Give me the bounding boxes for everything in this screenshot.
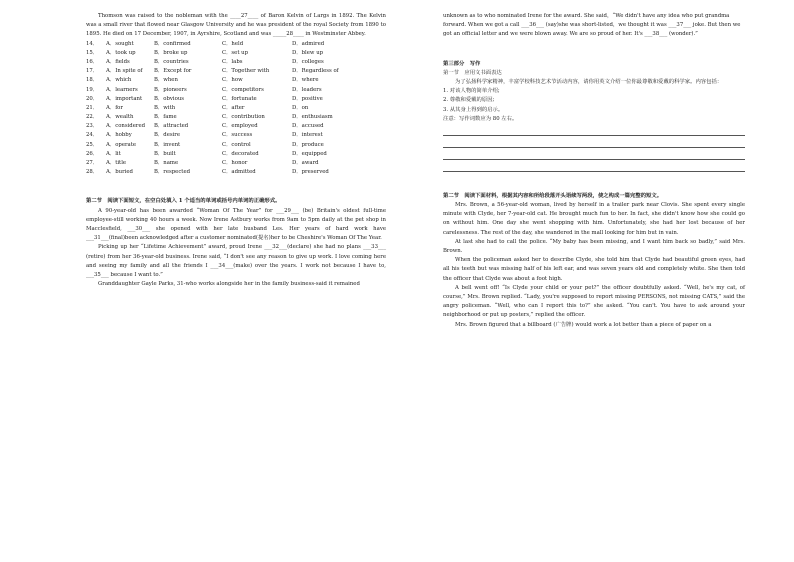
option-c[interactable]: C．employed: [222, 123, 258, 130]
question-number: 24．: [86, 132, 99, 139]
option-a[interactable]: A．considered: [106, 123, 146, 130]
question-number: 20．: [86, 95, 99, 102]
option-a[interactable]: A．important: [106, 95, 143, 102]
option-b[interactable]: B．pioneers: [154, 86, 187, 93]
question-number: 21．: [86, 104, 99, 111]
option-row: [86, 168, 386, 177]
section-heading: 第二节 阅读下面短文，在空白处填入 1 个适当的单词或括号内单词的正确形式。: [86, 198, 281, 205]
option-row: [86, 159, 386, 168]
passage-para-2: Picking up her “Lifetime Achievement” award, proud Irene ___32___(declare) she had no plans ___33___ (retire) from her 36-year-old business. Irene said, “I don't see any reason to give up work. I love coming here and seeing my family and all the friends I ___34___(make) over the years. I work not because I have to, ___35___ because I want to.”: [86, 244, 386, 278]
option-c[interactable]: C．decorated: [222, 150, 259, 157]
writing-task-text: 为了弘扬科学家精神，丰富学校科技艺术节活动内容，请你用英文介绍一位你最尊敬和爱戴的科学家。内容包括：: [455, 78, 723, 85]
option-d[interactable]: D．interest: [292, 132, 323, 139]
story-para-2: At last she had to call the police. “My baby has been missing, and I want him back so badly,” said Mrs. Brown.: [443, 238, 745, 254]
option-row: [86, 67, 386, 76]
option-b[interactable]: B．countries: [154, 58, 189, 65]
option-c[interactable]: C．held: [222, 40, 244, 47]
option-a[interactable]: A．In spite of: [106, 68, 143, 75]
word-count-note: 注意：写作词数应为 80 左右。: [443, 115, 518, 122]
option-c[interactable]: C．competitors: [222, 86, 264, 93]
option-c[interactable]: C．contribution: [222, 114, 265, 121]
right-column: [443, 12, 745, 330]
answer-line[interactable]: [443, 124, 745, 136]
option-c[interactable]: C．after: [222, 104, 245, 111]
option-c[interactable]: C．fortunate: [222, 95, 257, 102]
passage-intro: Thomson was raised to the nobleman with the ____27____ of Baron Kelvin of Largs in 1892. The Kelvin was a small river that flowed near Glasgow University and he was president of the royal Society from 1890 to 1895. He died on 17 December, 1907, in Ayrshire, Scotland and was _____28____ in Westminster Abbey.: [86, 13, 386, 38]
option-a[interactable]: A．lit: [106, 150, 121, 157]
option-row: [86, 122, 386, 131]
question-number: 14．: [86, 40, 99, 47]
option-d[interactable]: D．blew up: [292, 49, 324, 56]
story-para-1: Mrs. Brown, a 56-year-old woman, lived by herself in a trailer park near Clovis. She spent every single minute with Clyde, her 7-year-old cat. He brought much fun to her. In fact, she didn't know how she could go on without him. One day she went shopping with him. Unfortunately, she had her lost because of her carelessness. The rest of the day, she wandered in the mall looking for him but in vain.: [443, 202, 745, 236]
question-number: 18．: [86, 77, 99, 84]
option-row: [86, 95, 386, 104]
option-a[interactable]: A．for: [106, 104, 123, 111]
option-a[interactable]: A．hobby: [106, 132, 132, 139]
option-c[interactable]: C．set up: [222, 49, 249, 56]
passage-para-3: Granddaughter Gayle Parks, 31-who works alongside her in the family business-said it remained: [98, 281, 360, 288]
option-c[interactable]: C．Together with: [222, 68, 270, 75]
option-a[interactable]: A．which: [106, 77, 132, 84]
option-d[interactable]: D．positive: [292, 95, 323, 102]
option-b[interactable]: B．respected: [154, 169, 191, 176]
question-number: 16．: [86, 58, 99, 65]
option-b[interactable]: B．when: [154, 77, 178, 84]
option-d[interactable]: D．leaders: [292, 86, 322, 93]
option-a[interactable]: A．buried: [106, 169, 133, 176]
option-d[interactable]: D．colleges: [292, 58, 324, 65]
option-d[interactable]: D．admired: [292, 40, 325, 47]
option-b[interactable]: B．attracted: [154, 123, 189, 130]
option-a[interactable]: A．title: [106, 160, 127, 166]
story-para-5: Mrs. Brown figured that a billboard (广告牌) would work a lot better than a piece of paper on a: [455, 321, 712, 328]
option-row: [86, 131, 386, 140]
part-three-heading: 第三部分 写作: [443, 60, 481, 67]
option-b[interactable]: B．built: [154, 150, 176, 157]
writing-section-2-heading: 第二节 阅读下面材料，根据其内容和所给段落开头语续写两段，使之构成一篇完整的短文。: [443, 192, 663, 199]
option-row: [86, 113, 386, 122]
option-a[interactable]: A．operate: [106, 141, 137, 148]
option-d[interactable]: D．accused: [292, 123, 324, 130]
option-b[interactable]: B．with: [154, 104, 176, 111]
option-row: [86, 76, 386, 85]
passage-continued: unknown as to who nominated Irene for the award. She said，“We didn't have any idea who put grandma forward. When we got a call ___36___ (say)she was short-listed，we thought it was ___37___ joke. But then we got an official letter and we were blown away. We are so proud of her. It's ___38___ (wonder).”: [443, 13, 741, 38]
passage-para-1: A 90-year-old has been awarded “Woman Of The Year” for ___29___ (be) Britain's oldest full-time employee-still working 40 hours a week. Now Irene Astbury works from 9am to 5pm daily at the pet shop in Macclesfield, ___30___ she opened with her late husband Les. Her years of hard work have ___31___(final)been acknowledged after a customer nominated(提名)her to be Cheshire's Woman Of The Year.: [86, 207, 386, 242]
question-number: 25．: [86, 141, 99, 148]
option-row: [86, 86, 386, 95]
option-b[interactable]: B．Except for: [154, 68, 192, 75]
option-b[interactable]: B．name: [154, 160, 179, 166]
option-row: [86, 49, 386, 58]
question-number: 26．: [86, 150, 99, 157]
option-d[interactable]: D．equipped: [292, 150, 327, 157]
option-d[interactable]: D．where: [292, 77, 319, 84]
left-column: [86, 12, 386, 289]
question-number: 22．: [86, 114, 99, 121]
option-c[interactable]: C．honor: [222, 160, 248, 166]
option-row: [86, 58, 386, 67]
option-b[interactable]: B．fame: [154, 114, 177, 121]
option-d[interactable]: D．enthusiasm: [292, 114, 333, 121]
writing-section-1-heading: 第一节 应用文书面表达: [443, 69, 502, 76]
option-b[interactable]: B．broke up: [154, 49, 188, 56]
option-b[interactable]: B．obvious: [154, 95, 185, 102]
option-a[interactable]: A．fields: [106, 58, 130, 65]
option-row: [86, 150, 386, 159]
question-number: 23．: [86, 123, 99, 130]
option-d[interactable]: D．Regardless of: [292, 68, 339, 75]
question-number: 17．: [86, 68, 99, 75]
option-c[interactable]: C．control: [222, 141, 251, 148]
story-para-4: A bell went off! “Is Clyde your child or your pet?” the officer doubtfully asked. “Well, he's my cat, of course,” Mrs. Brown replied. “Lady, you're supposed to report missing PERSONS, not missing CATS,” said the angry policeman. “Well, who can I report this to?” she asked. “You can't. You have to ask around your neighborhood or put up posters,” replied the officer.: [443, 284, 745, 319]
option-c[interactable]: C．labs: [222, 58, 243, 65]
task-item-1: 1. 对该人物的简单介绍;: [443, 88, 500, 95]
option-a[interactable]: A．sought: [106, 40, 134, 47]
task-item-2: 2. 尊敬和爱戴的原因;: [443, 97, 495, 104]
option-d[interactable]: D．produce: [292, 141, 324, 148]
task-item-3: 3. 从其身上得到的启示。: [443, 106, 504, 113]
option-row: [86, 104, 386, 113]
question-number: 27．: [86, 160, 99, 166]
answer-line[interactable]: [443, 148, 745, 160]
option-b[interactable]: B．confirmed: [154, 40, 191, 47]
option-a[interactable]: A．took up: [106, 49, 136, 56]
option-d[interactable]: D．preserved: [292, 169, 329, 176]
option-a[interactable]: A．wealth: [106, 114, 134, 121]
option-c[interactable]: C．admitted: [222, 169, 256, 176]
options-list: [86, 40, 386, 178]
option-b[interactable]: B．desire: [154, 132, 181, 139]
question-number: 19．: [86, 86, 99, 93]
answer-line[interactable]: [443, 136, 745, 148]
option-d[interactable]: D．award: [292, 160, 319, 166]
answer-line[interactable]: [443, 160, 745, 172]
option-row: [86, 141, 386, 150]
option-d[interactable]: D．on: [292, 104, 309, 111]
story-para-3: When the policeman asked her to describe Clyde, she told him that Clyde had beautiful green eyes, had all his teeth but was missing half of his left ear, and was seven years old and completely white. She then told the officer that Clyde was about a foot high.: [443, 257, 745, 282]
option-row: [86, 40, 386, 49]
option-a[interactable]: A．learners: [106, 86, 138, 93]
option-b[interactable]: B．invent: [154, 141, 181, 148]
question-number: 28．: [86, 169, 99, 176]
option-c[interactable]: C．how: [222, 77, 243, 84]
question-number: 15．: [86, 49, 99, 56]
option-c[interactable]: C．success: [222, 132, 253, 139]
